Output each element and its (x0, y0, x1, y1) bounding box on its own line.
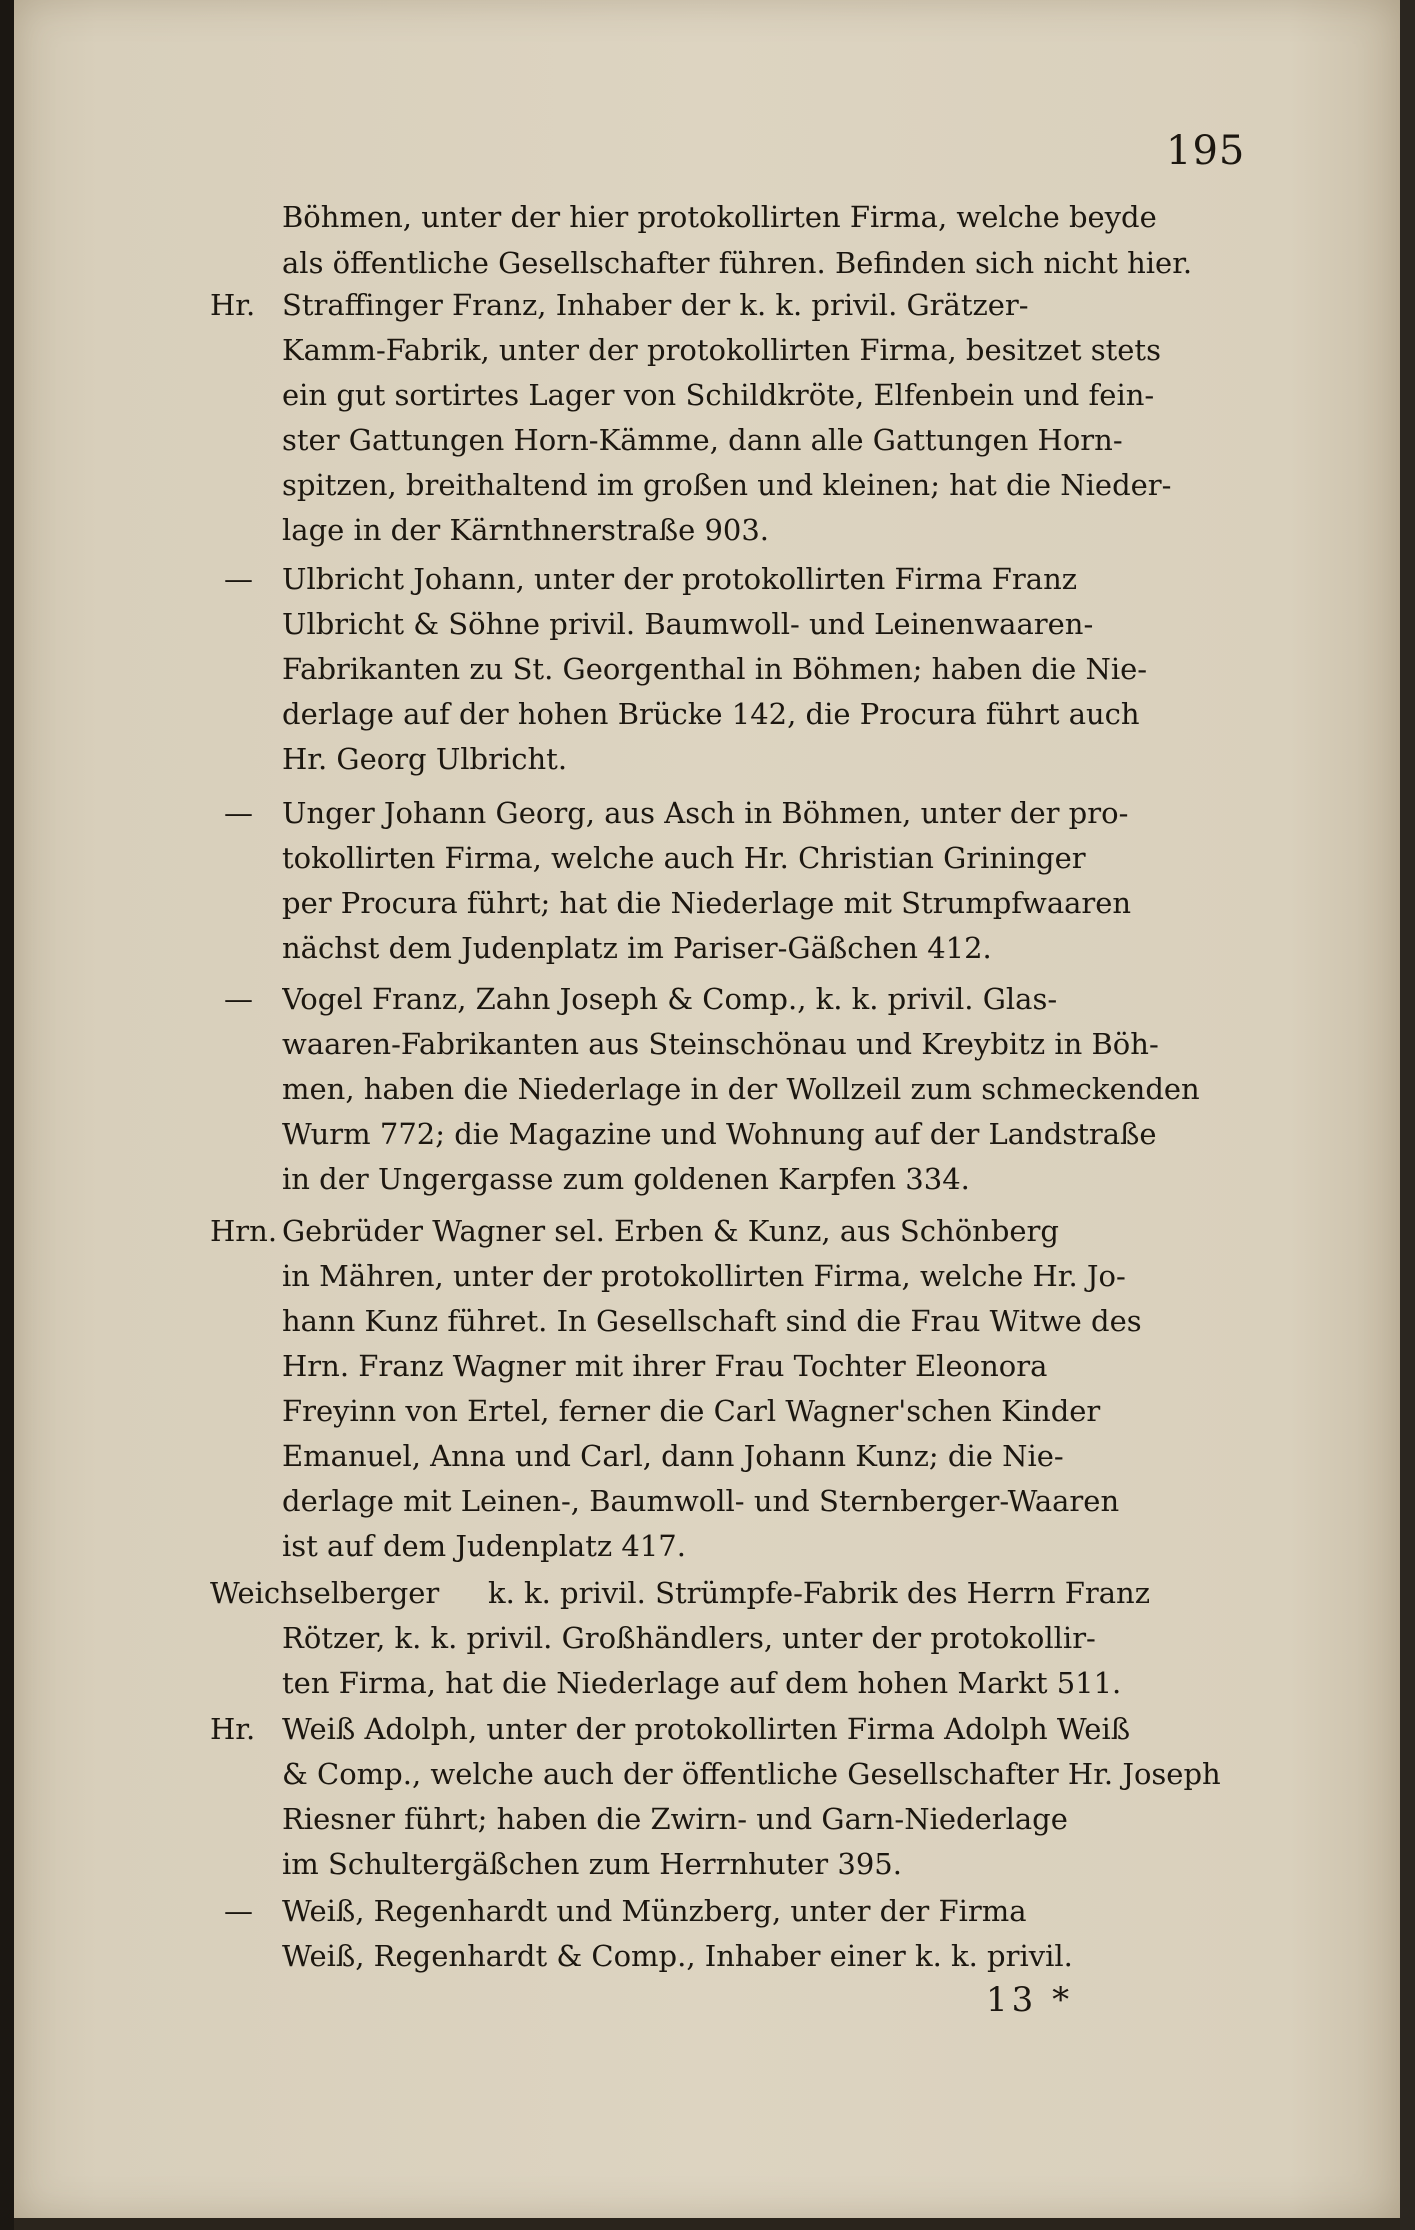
entry-line: & Comp., welche auch der öffentliche Gesellschafter Hr. Joseph (282, 1757, 1221, 1791)
entry-line: Unger Johann Georg, aus Asch in Böhmen, unter der pro- (282, 796, 1129, 830)
entry-line: per Procura führt; hat die Niederlage mit Strumpfwaaren (282, 886, 1132, 920)
entry-prefix: — (224, 796, 253, 830)
entry-line: Hrn. Franz Wagner mit ihrer Frau Tochter Eleonora (282, 1349, 1048, 1383)
entry-line: tokollirten Firma, welche auch Hr. Christian Grininger (282, 841, 1086, 875)
entry-line: derlage auf der hohen Brücke 142, die Procura führt auch (282, 697, 1140, 731)
entry-prefix: Hrn. (210, 1214, 278, 1248)
page-number: 195 (1166, 128, 1246, 174)
entry-line: hann Kunz führet. In Gesellschaft sind die Frau Witwe des (282, 1304, 1142, 1338)
entry-line: Fabrikanten zu St. Georgenthal in Böhmen; haben die Nie- (282, 652, 1148, 686)
entry-line: als öffentliche Gesellschafter führen. Befinden sich nicht hier. (282, 246, 1193, 280)
entry-prefix: — (224, 562, 253, 596)
entry-line: derlage mit Leinen-, Baumwoll- und Sternberger-Waaren (282, 1484, 1120, 1518)
entry-line: k. k. privil. Strümpfe-Fabrik des Herrn Franz (488, 1576, 1150, 1610)
entry-line: men, haben die Niederlage in der Wollzeil zum schmeckenden (282, 1072, 1200, 1106)
entry-prefix: Weichselberger (210, 1576, 440, 1610)
entry-line: in Mähren, unter der protokollirten Firma, welche Hr. Jo- (282, 1259, 1126, 1293)
entry-line: ten Firma, hat die Niederlage auf dem hohen Markt 511. (282, 1666, 1122, 1700)
entry-line: Weiß, Regenhardt und Münzberg, unter der Firma (282, 1894, 1027, 1928)
signature-mark: 13 * (986, 1980, 1074, 2020)
entry-prefix: — (224, 982, 253, 1016)
entry-line: Rötzer, k. k. privil. Großhändlers, unter der protokollir- (282, 1621, 1096, 1655)
entry-line: Gebrüder Wagner sel. Erben & Kunz, aus Schönberg (282, 1214, 1059, 1248)
entry-line: Weiß, Regenhardt & Comp., Inhaber einer k. k. privil. (282, 1939, 1073, 1973)
entry-line: Riesner führt; haben die Zwirn- und Garn-Niederlage (282, 1802, 1068, 1836)
entry-line: waaren-Fabrikanten aus Steinschönau und Kreybitz in Böh- (282, 1027, 1159, 1061)
entry-line: in der Ungergasse zum goldenen Karpfen 334. (282, 1162, 970, 1196)
entry-prefix: Hr. (210, 1712, 256, 1746)
entry-line: Ulbricht Johann, unter der protokollirten Firma Franz (282, 562, 1078, 596)
entry-line: ster Gattungen Horn-Kämme, dann alle Gattungen Horn- (282, 423, 1123, 457)
entry-line: Kamm-Fabrik, unter der protokollirten Firma, besitzet stets (282, 333, 1161, 367)
entry-line: ist auf dem Judenplatz 417. (282, 1529, 686, 1563)
entry-line: spitzen, breithaltend im großen und kleinen; hat die Nieder- (282, 468, 1172, 502)
entry-line: Freyinn von Ertel, ferner die Carl Wagner'schen Kinder (282, 1394, 1101, 1428)
entry-line: im Schultergäßchen zum Herrnhuter 395. (282, 1847, 902, 1881)
entry-line: Weiß Adolph, unter der protokollirten Firma Adolph Weiß (282, 1712, 1131, 1746)
entry-line: Straffinger Franz, Inhaber der k. k. privil. Grätzer- (282, 288, 1029, 322)
entry-prefix: Hr. (210, 288, 256, 322)
entry-line: Hr. Georg Ulbricht. (282, 742, 568, 776)
entry-line: Böhmen, unter der hier protokollirten Firma, welche beyde (282, 200, 1157, 234)
book-spine (0, 0, 14, 2230)
entry-line: lage in der Kärnthnerstraße 903. (282, 513, 770, 547)
page-edge (1400, 0, 1415, 2230)
entry-line: Ulbricht & Söhne privil. Baumwoll- und Leinenwaaren- (282, 607, 1094, 641)
book-page (14, 0, 1400, 2218)
entry-line: ein gut sortirtes Lager von Schildkröte, Elfenbein und fein- (282, 378, 1155, 412)
entry-line: Emanuel, Anna und Carl, dann Johann Kunz; die Nie- (282, 1439, 1064, 1473)
entry-line: nächst dem Judenplatz im Pariser-Gäßchen 412. (282, 931, 992, 965)
entry-prefix: — (224, 1894, 253, 1928)
entry-line: Wurm 772; die Magazine und Wohnung auf der Landstraße (282, 1117, 1157, 1151)
entry-line: Vogel Franz, Zahn Joseph & Comp., k. k. privil. Glas- (282, 982, 1058, 1016)
